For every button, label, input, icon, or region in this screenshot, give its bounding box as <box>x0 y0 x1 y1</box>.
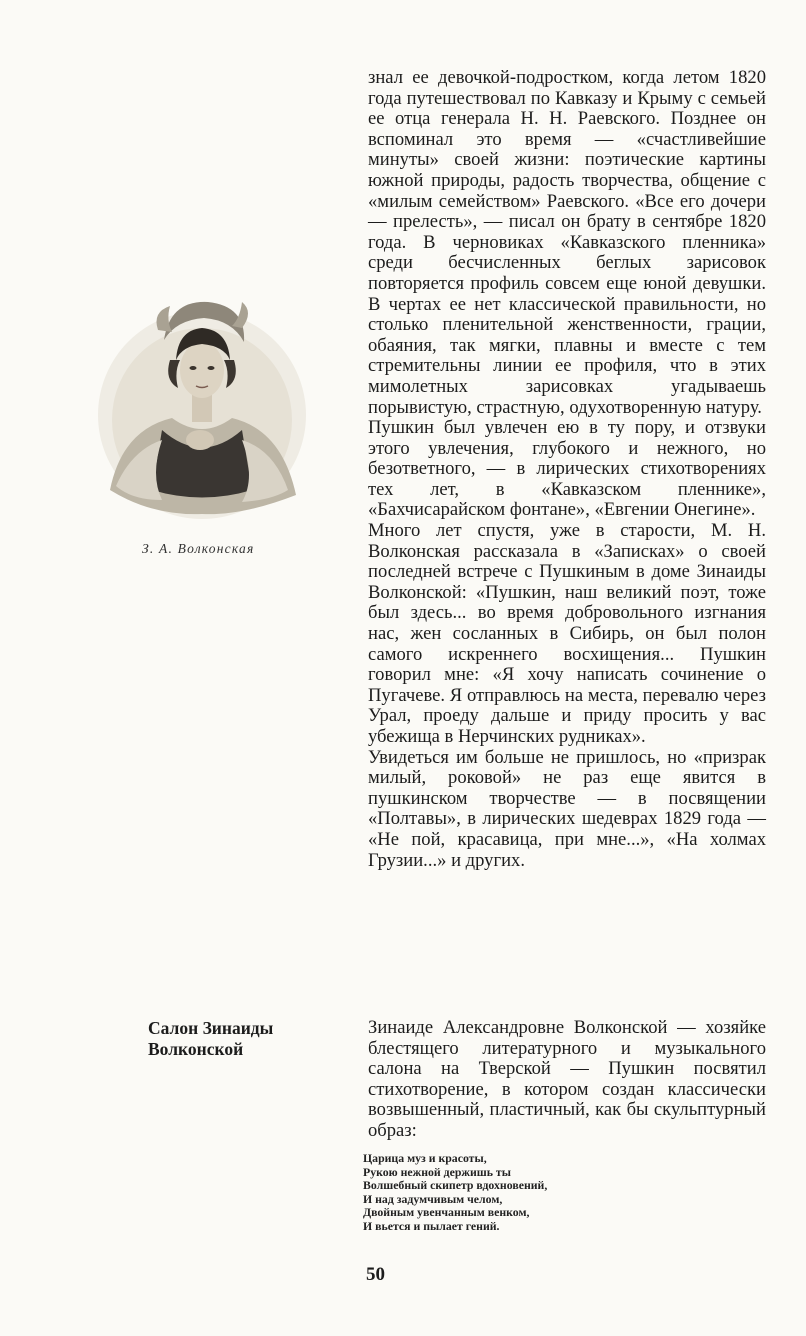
main-paragraph: Пушкин был увлечен ею в ту пору, и отзвуки этого увлечения, глубокого и нежного, но безответного, — в лирических стихотворениях тех лет, в «Кавказском пленнике», «Бахчисарайском фонтане», «Евгении Онегине». <box>368 417 766 521</box>
main-paragraph: Много лет спустя, уже в старости, М. Н. Волконская рассказала в «Записках» о своей последней встрече с Пушкиным в доме Зинаиды Волконской: «Пушкин, наш великий поэт, тоже был здесь... во время добровольного изгнания нас, жен сосланных в Сибирь, он был полон самого искреннего восхищения... Пушкин говорил мне: «Я хочу написать сочинение о Пугачеве. Я отправлюсь на места, перевалю через Урал, проеду дальше и приду просить у вас убежища в Нерчинских рудниках». <box>368 520 766 747</box>
section-heading-line: Волконской <box>148 1039 244 1059</box>
poem-line: И вьется и пылает гений. <box>363 1218 500 1233</box>
section-heading-line: Салон Зинаиды <box>148 1018 274 1038</box>
main-paragraph: знал ее девочкой-подростком, когда летом 1820 года путешествовал по Кавказу и Крыму с семьей ее отца генерала Н. Н. Раевского. Позднее он вспоминал это время — «счастливейшие минуты» своей жизни: поэтические картины южной природы, радость творчества, общение с «милым семейством» Раевского. «Все его дочери — прелесть», — писал он брату в сентябре 1820 года. В черновиках «Кавказского пленника» среди бесчисленных беглых зарисовок повторяется профиль совсем еще юной девушки. В чертах ее нет классической правильности, но столько пленительной женственности, грации, обаяния, так мягки, плавны и вместе с тем стремительны линии ее профиля, что в этих мимолетных зарисовках угадываешь порывистую, страстную, одухотворенную натуру. <box>368 67 766 418</box>
portrait-illustration <box>92 290 310 522</box>
poem-line: Рукою нежной держишь ты <box>363 1164 511 1179</box>
page-number: 50 <box>366 1264 385 1285</box>
poem-line: Двойным увенчанным венком, <box>363 1205 530 1220</box>
section-heading <box>148 1018 273 1060</box>
poem-line: И над задумчивым челом, <box>363 1191 503 1206</box>
main-paragraph: Увидеться им больше не пришлось, но «призрак милый, роковой» не раз еще явится в пушкинском творчестве — в посвящении «Полтавы», в лирических шедеврах 1829 года — «Не пой, красавица, при мне...», «На холмах Грузии...» и других. <box>368 746 766 871</box>
poem <box>363 1152 547 1234</box>
poem-line: Царица муз и красоты, <box>363 1151 487 1165</box>
section-body: Зинаиде Александровне Волконской — хозяйке блестящего литературного и музыкального салона на Тверской — Пушкин посвятил стихотворение, в котором создан классически возвышенный, пластичный, как бы скульптурный образ: <box>368 1017 766 1141</box>
main-text-column <box>368 68 766 871</box>
poem-line: Волшебный скипетр вдохновений, <box>363 1178 548 1193</box>
portrait-caption: З. А. Волконская <box>142 541 255 556</box>
